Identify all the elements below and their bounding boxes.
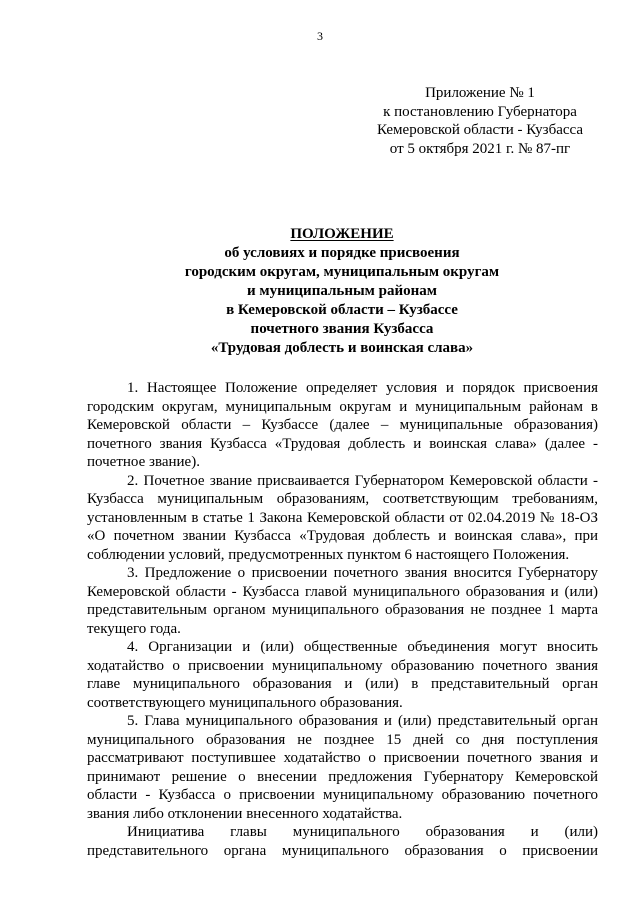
paragraph-3: 3. Предложение о присвоении почетного звания вносится Губернатору Кемеровской области - Кузбасса главой муниципального образования и (или) представительным органом муниципального образования не позднее 1 марта текущего года. <box>87 565 598 637</box>
title-line: городским округам, муниципальным округам <box>184 264 500 280</box>
paragraph-5: 5. Глава муниципального образования и (или) представительный орган муниципального образования не позднее 15 дней со дня поступления рассматривают поступившее ходатайство о присвоении почетного звания и принимают решение о внесении предложения Губернатору Кемеровской области - Кузбасса о присвоении муниципальному образованию почетного звания либо отклонении внесенного ходатайства. <box>87 713 598 822</box>
appendix-line: Приложение № 1 <box>425 85 535 101</box>
paragraph-6: Инициатива главы муниципального образования и (или) представительного органа муниципального образования о присвоении <box>87 824 598 859</box>
paragraph-2: 2. Почетное звание присваивается Губернатором Кемеровской области - Кузбасса муниципальным образованиям, соответствующим требованиям, установленным в статье 1 Закона Кемеровской области от 02.04.2019 № 18-ОЗ «О почетном звании Кузбасса «Трудовая доблесть и воинская слава», при соблюдении условий, предусмотренных пунктом 6 настоящего Положения. <box>87 472 598 563</box>
page-number: 3 <box>317 29 323 43</box>
appendix-block <box>360 84 600 158</box>
document-body <box>87 379 598 860</box>
paragraph-4: 4. Организации и (или) общественные объединения могут вносить ходатайство о присвоении муниципальному образованию почетного звания главе муниципального образования и (или) в представительный орган соответствующего муниципального образования. <box>87 639 598 711</box>
title-line: в Кемеровской области – Кузбассе <box>226 302 458 318</box>
title-line: и муниципальным районам <box>247 283 437 299</box>
title-line: почетного звания Кузбасса <box>250 321 434 337</box>
appendix-line: к постановлению Губернатора <box>383 103 577 120</box>
title-line: «Трудовая доблесть и воинская слава» <box>210 340 474 356</box>
document-title: ПОЛОЖЕНИЕ <box>290 226 394 242</box>
appendix-line: Кемеровской области - Кузбасса <box>376 122 584 138</box>
title-line: об условиях и порядке присвоения <box>224 245 460 261</box>
paragraph-1: 1. Настоящее Положение определяет условия и порядок присвоения городским округам, муниципальным округам и муниципальным районам в Кемеровской области – Кузбассе (далее – муниципальные образования) почетного звания Кузбасса «Трудовая доблесть и воинская слава» (далее - почетное звание). <box>87 380 598 470</box>
document-title-block <box>0 225 640 358</box>
appendix-line: от 5 октября 2021 г. № 87-пг <box>389 140 571 157</box>
